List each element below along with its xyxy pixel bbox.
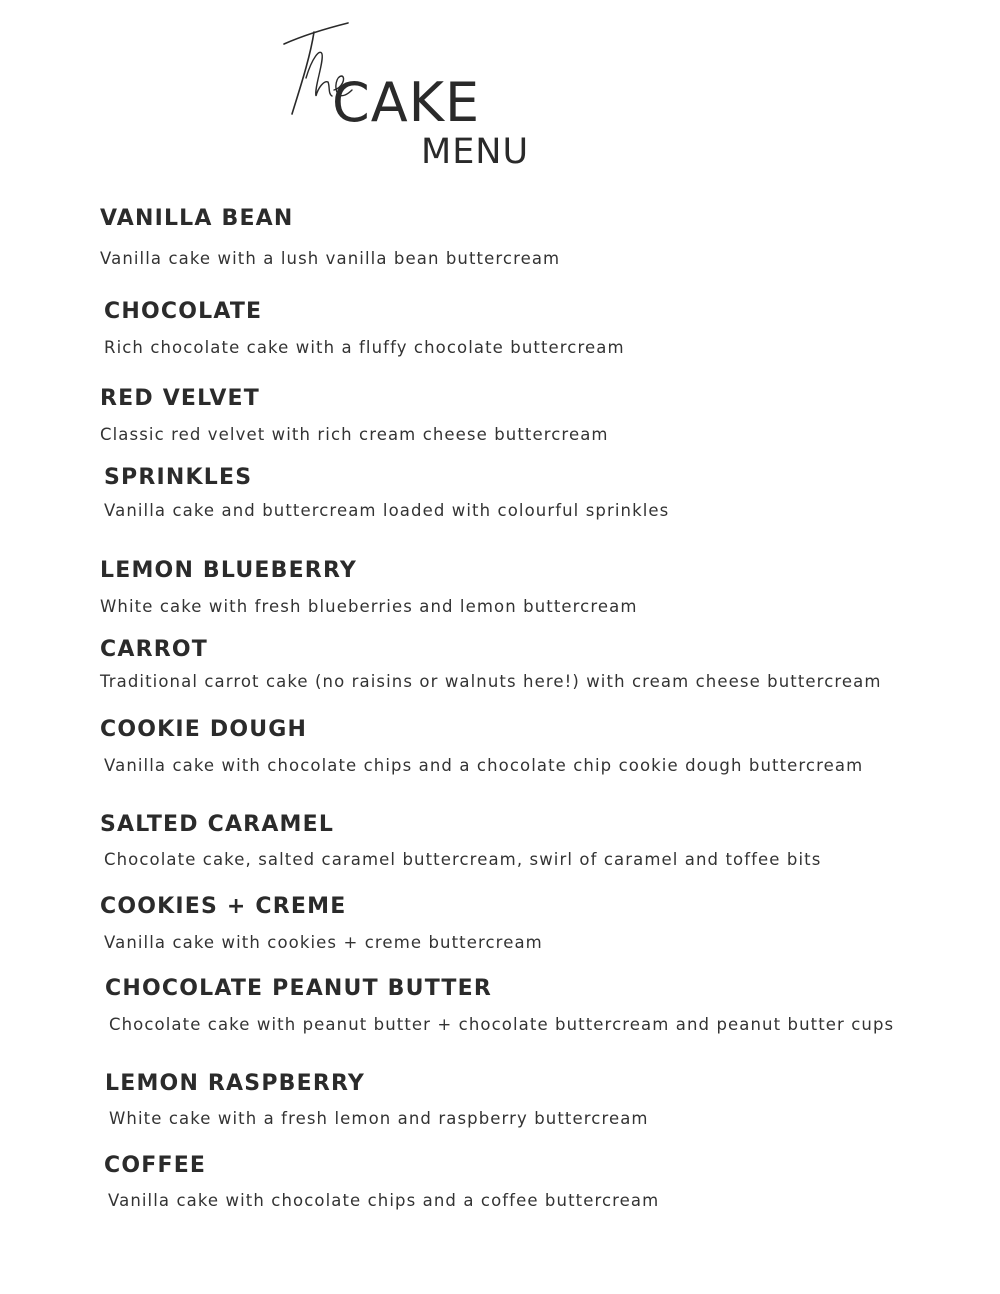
menu-item-description: White cake with fresh blueberries and lemon buttercream — [100, 597, 638, 616]
menu-item-description: Classic red velvet with rich cream cheese buttercream — [100, 425, 609, 444]
menu-item-name: LEMON BLUEBERRY — [100, 558, 358, 583]
menu-item-description: Vanilla cake with a lush vanilla bean buttercream — [100, 249, 561, 268]
menu-item-description: Vanilla cake with chocolate chips and a chocolate chip cookie dough buttercream — [104, 756, 864, 775]
menu-item-name: COOKIES + CREME — [100, 894, 347, 919]
menu-item-description: Vanilla cake with cookies + creme buttercream — [104, 933, 543, 952]
menu-item-name: COFFEE — [104, 1153, 207, 1178]
menu-item-name: SALTED CARAMEL — [100, 812, 335, 837]
menu-item-name: SPRINKLES — [104, 465, 253, 490]
menu-item-name: CHOCOLATE PEANUT BUTTER — [105, 976, 492, 1001]
title-menu: MENU — [421, 132, 530, 172]
title-cake: CAKE — [332, 71, 481, 134]
menu-item-description: Vanilla cake and buttercream loaded with colourful sprinkles — [104, 501, 670, 520]
menu-item-name: VANILLA BEAN — [100, 206, 294, 231]
menu-item-description: Vanilla cake with chocolate chips and a coffee buttercream — [108, 1191, 660, 1210]
menu-item-description: Chocolate cake with peanut butter + chocolate buttercream and peanut butter cups — [109, 1015, 895, 1034]
menu-item-description: Rich chocolate cake with a fluffy chocolate buttercream — [104, 338, 625, 357]
menu-item-name: CARROT — [100, 637, 208, 662]
menu-title — [0, 0, 1000, 190]
menu-item-description: Traditional carrot cake (no raisins or walnuts here!) with cream cheese buttercream — [100, 672, 882, 691]
menu-item-description: Chocolate cake, salted caramel buttercream, swirl of caramel and toffee bits — [104, 850, 822, 869]
menu-item-description: White cake with a fresh lemon and raspberry buttercream — [109, 1109, 649, 1128]
menu-item-name: LEMON RASPBERRY — [105, 1071, 366, 1096]
menu-item-name: CHOCOLATE — [104, 299, 263, 324]
menu-item-name: COOKIE DOUGH — [100, 717, 308, 742]
menu-item-name: RED VELVET — [100, 386, 260, 411]
